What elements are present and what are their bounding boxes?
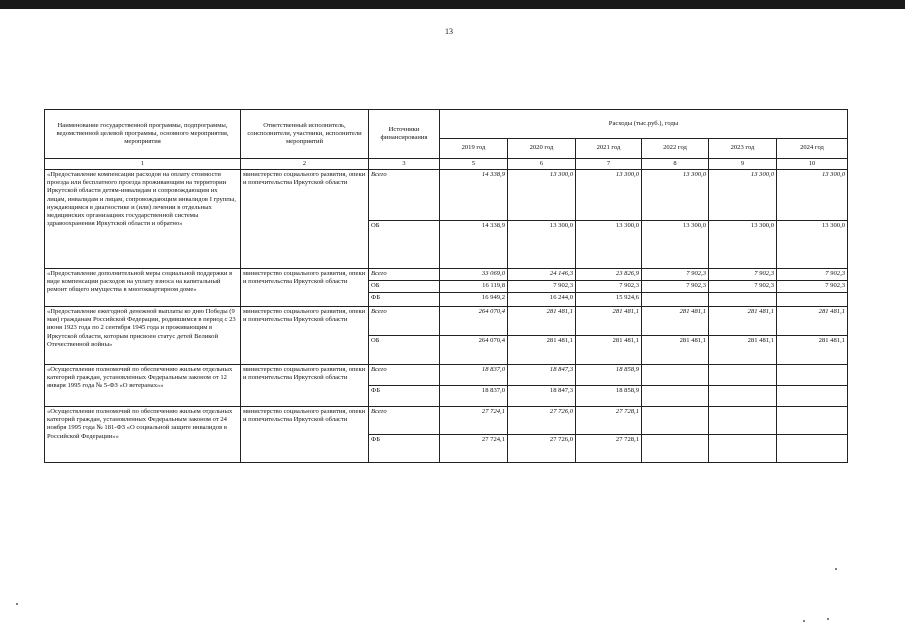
value-cell: 7 902,3 bbox=[508, 281, 576, 293]
header-year: 2022 год bbox=[642, 139, 709, 159]
value-cell: 27 724,1 bbox=[440, 435, 508, 463]
header-year: 2021 год bbox=[576, 139, 642, 159]
value-cell bbox=[777, 365, 848, 386]
value-cell: 27 726,0 bbox=[508, 435, 576, 463]
value-cell: 13 300,0 bbox=[642, 170, 709, 221]
value-cell: 281 481,1 bbox=[508, 336, 576, 365]
value-cell: 13 300,0 bbox=[508, 221, 576, 269]
header-year: 2020 год bbox=[508, 139, 576, 159]
value-cell bbox=[642, 435, 709, 463]
table-row bbox=[45, 170, 848, 221]
value-cell bbox=[777, 386, 848, 407]
value-cell: 27 728,1 bbox=[576, 407, 642, 435]
responsible-cell: министерство социального развития, опеки и попечительства Иркутской области bbox=[241, 269, 369, 307]
value-cell: 18 847,3 bbox=[508, 386, 576, 407]
column-number: 2 bbox=[241, 159, 369, 170]
scan-speck bbox=[16, 603, 18, 605]
column-number: 8 bbox=[642, 159, 709, 170]
responsible-cell: министерство социального развития, опеки и попечительства Иркутской области bbox=[241, 407, 369, 463]
funding-source-cell: ОБ bbox=[369, 336, 440, 365]
value-cell: 7 902,3 bbox=[709, 281, 777, 293]
program-name-cell: «Осуществление полномочий по обеспечению жильем отдельных категорий граждан, установленных Федеральным законом от 24 ноября 1995 года № 181-ФЗ «О социальной защите инвалидов в Российской Федерации»» bbox=[45, 407, 241, 463]
value-cell: 14 338,9 bbox=[440, 170, 508, 221]
header-year: 2024 год bbox=[777, 139, 848, 159]
header-program-name: Наименование государственной программы, подпрограммы, ведомственной целевой программы, основного мероприятия, мероприятия bbox=[45, 110, 241, 159]
funding-source-cell: ОБ bbox=[369, 221, 440, 269]
value-cell: 281 481,1 bbox=[642, 307, 709, 336]
program-name-cell: «Предоставление компенсации расходов на оплату стоимости проезда или бесплатного проезда проживающим на территории Иркутской области детям-инвалидам и сопровождающим их лицам, инвалидам и лицам, сопровождающим инвалидов I группы, нуждающимся в диагностике и (или) лечении в отдельных медицинских организациях государственной системы здравоохранения Иркутской области и обратно» bbox=[45, 170, 241, 269]
value-cell: 7 902,3 bbox=[642, 281, 709, 293]
value-cell: 13 300,0 bbox=[508, 170, 576, 221]
value-cell: 33 069,0 bbox=[440, 269, 508, 281]
value-cell: 281 481,1 bbox=[642, 336, 709, 365]
value-cell: 281 481,1 bbox=[576, 336, 642, 365]
page-number: 13 bbox=[445, 27, 453, 36]
value-cell: 18 837,0 bbox=[440, 386, 508, 407]
table-row bbox=[45, 307, 848, 336]
value-cell bbox=[642, 407, 709, 435]
value-cell: 13 300,0 bbox=[709, 170, 777, 221]
value-cell: 23 826,9 bbox=[576, 269, 642, 281]
value-cell: 7 902,3 bbox=[777, 269, 848, 281]
funding-source-cell: Всего bbox=[369, 365, 440, 386]
header-expenses: Расходы (тыс.руб.), годы bbox=[440, 110, 848, 139]
value-cell: 13 300,0 bbox=[709, 221, 777, 269]
value-cell: 264 070,4 bbox=[440, 307, 508, 336]
funding-source-cell: Всего bbox=[369, 170, 440, 221]
funding-source-cell: ФБ bbox=[369, 435, 440, 463]
value-cell: 24 146,3 bbox=[508, 269, 576, 281]
value-cell: 281 481,1 bbox=[508, 307, 576, 336]
scan-speck bbox=[827, 618, 829, 620]
header-responsible: Ответственный исполнитель, соисполнители, участники, исполнители мероприятий bbox=[241, 110, 369, 159]
value-cell: 16 119,8 bbox=[440, 281, 508, 293]
value-cell: 16 949,2 bbox=[440, 293, 508, 307]
column-number: 10 bbox=[777, 159, 848, 170]
value-cell bbox=[777, 407, 848, 435]
table-row bbox=[45, 407, 848, 435]
value-cell: 13 300,0 bbox=[576, 221, 642, 269]
scan-speck bbox=[803, 620, 805, 622]
funding-source-cell: ФБ bbox=[369, 293, 440, 307]
funding-source-cell: Всего bbox=[369, 307, 440, 336]
value-cell: 281 481,1 bbox=[709, 336, 777, 365]
header-funding-source: Источники финансирования bbox=[369, 110, 440, 159]
value-cell bbox=[709, 386, 777, 407]
header-year: 2023 год bbox=[709, 139, 777, 159]
responsible-cell: министерство социального развития, опеки и попечительства Иркутской области bbox=[241, 365, 369, 407]
value-cell: 281 481,1 bbox=[777, 307, 848, 336]
header-year: 2019 год bbox=[440, 139, 508, 159]
program-name-cell: «Предоставление ежегодной денежной выплаты ко дню Победы (9 мая) гражданам Российской Федерации, родившимся в период с 23 июня 1923 года по 2 сентября 1945 года и проживающим в Иркутской области, которым присвоен статус детей Великой Отечественной войны» bbox=[45, 307, 241, 365]
responsible-cell: министерство социального развития, опеки и попечительства Иркутской области bbox=[241, 170, 369, 269]
funding-source-cell: Всего bbox=[369, 269, 440, 281]
value-cell bbox=[709, 435, 777, 463]
value-cell: 281 481,1 bbox=[709, 307, 777, 336]
value-cell bbox=[642, 293, 709, 307]
table-row bbox=[45, 269, 848, 281]
program-name-cell: «Осуществление полномочий по обеспечению жильем отдельных категорий граждан, установленных Федеральным законом от 12 января 1995 года № 5-ФЗ «О ветеранах»» bbox=[45, 365, 241, 407]
column-number: 7 bbox=[576, 159, 642, 170]
value-cell: 13 300,0 bbox=[777, 221, 848, 269]
funding-source-cell: ОБ bbox=[369, 281, 440, 293]
value-cell bbox=[777, 293, 848, 307]
value-cell: 13 300,0 bbox=[777, 170, 848, 221]
value-cell bbox=[777, 435, 848, 463]
column-number: 3 bbox=[369, 159, 440, 170]
value-cell: 27 724,1 bbox=[440, 407, 508, 435]
value-cell: 18 858,9 bbox=[576, 365, 642, 386]
value-cell: 18 858,9 bbox=[576, 386, 642, 407]
expenditure-table bbox=[44, 109, 848, 463]
value-cell: 281 481,1 bbox=[777, 336, 848, 365]
scan-speck bbox=[835, 568, 837, 570]
value-cell: 13 300,0 bbox=[642, 221, 709, 269]
value-cell: 7 902,3 bbox=[642, 269, 709, 281]
program-name-cell: «Предоставление дополнительной меры социальной поддержки в виде компенсации расходов на уплату взноса на капитальный ремонт общего имущества в многоквартирном доме» bbox=[45, 269, 241, 307]
table-row bbox=[45, 365, 848, 386]
value-cell: 7 902,3 bbox=[777, 281, 848, 293]
value-cell: 281 481,1 bbox=[576, 307, 642, 336]
column-number: 9 bbox=[709, 159, 777, 170]
value-cell bbox=[642, 386, 709, 407]
value-cell bbox=[709, 407, 777, 435]
value-cell: 7 902,3 bbox=[709, 269, 777, 281]
column-number: 1 bbox=[45, 159, 241, 170]
column-number: 5 bbox=[440, 159, 508, 170]
value-cell: 18 847,3 bbox=[508, 365, 576, 386]
value-cell: 13 300,0 bbox=[576, 170, 642, 221]
value-cell bbox=[709, 293, 777, 307]
value-cell bbox=[642, 365, 709, 386]
funding-source-cell: Всего bbox=[369, 407, 440, 435]
value-cell: 27 728,1 bbox=[576, 435, 642, 463]
value-cell: 7 902,3 bbox=[576, 281, 642, 293]
value-cell: 18 837,0 bbox=[440, 365, 508, 386]
value-cell: 264 070,4 bbox=[440, 336, 508, 365]
value-cell: 15 924,6 bbox=[576, 293, 642, 307]
scan-top-border bbox=[0, 0, 905, 9]
value-cell bbox=[709, 365, 777, 386]
value-cell: 27 726,0 bbox=[508, 407, 576, 435]
responsible-cell: министерство социального развития, опеки и попечительства Иркутской области bbox=[241, 307, 369, 365]
value-cell: 16 244,0 bbox=[508, 293, 576, 307]
funding-source-cell: ФБ bbox=[369, 386, 440, 407]
column-number: 6 bbox=[508, 159, 576, 170]
value-cell: 14 338,9 bbox=[440, 221, 508, 269]
